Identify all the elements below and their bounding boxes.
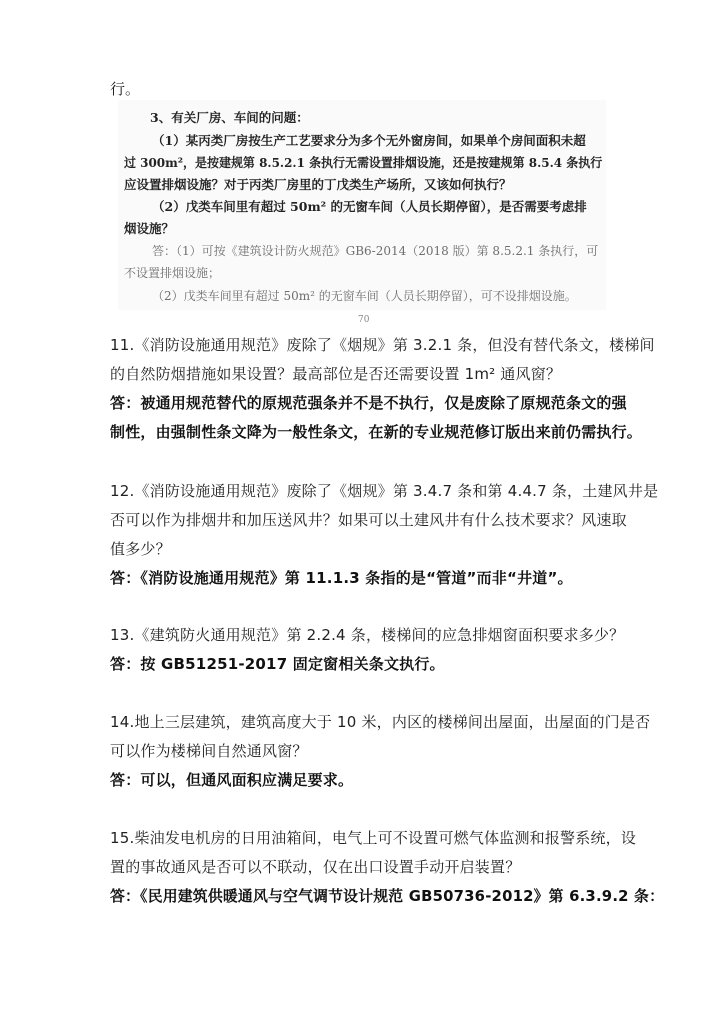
scanned-excerpt-image (118, 100, 606, 325)
scan-answer-line: （2）戊类车间里有超过 50m² 的无窗车间（人员长期停留），可不设排烟设施。 (152, 289, 577, 303)
question-14-line: 可以作为楼梯间自然通风窗？ (110, 742, 308, 760)
question-15-line: 15.柴油发电机房的日用油箱间，电气上可不设置可燃气体监测和报警系统，设 (110, 829, 637, 847)
scan-question-line: 过 300m²，是按建规第 8.5.2.1 条执行无需设置排烟设施，还是按建规第 8.5.4 条执行 (124, 155, 603, 170)
question-11-line: 11.《消防设施通用规范》废除了《烟规》第 3.2.1 条，但没有替代条文，楼梯间 (110, 336, 655, 354)
question-15-line: 置的事故通风是否可以不联动，仅在出口设置手动开启装置？ (110, 858, 521, 876)
answer-12-line: 答：《消防设施通用规范》第 11.1.3 条指的是“管道”而非“井道”。 (110, 569, 573, 587)
question-14-line: 14.地上三层建筑，建筑高度大于 10 米，内区的楼梯间出屋面，出屋面的门是否 (110, 713, 651, 731)
scan-question-line: （2）戊类车间里有超过 50m² 的无窗车间（人员长期停留），是否需要考虑排 (152, 199, 587, 214)
scan-question-line: 应设置排烟设施？对于丙类厂房里的丁戊类生产场所，又该如何执行？ (124, 177, 512, 192)
question-13-line: 13.《建筑防火通用规范》第 2.2.4 条，楼梯间的应急排烟窗面积要求多少？ (110, 626, 625, 644)
question-12-line: 12.《消防设施通用规范》废除了《烟规》第 3.4.7 条和第 4.4.7 条，土建风井是 (110, 482, 659, 500)
answer-11-line: 答：被通用规范替代的原规范强条并不是不执行，仅是废除了原规范条文的强 (110, 394, 627, 412)
scan-heading: 3、有关厂房、车间的问题： (150, 110, 309, 125)
scan-question-line: 烟设施？ (124, 221, 175, 236)
scan-answer-line: 答：（1）可按《建筑设计防火规范》GB6-2014（2018 版）第 8.5.2.1 条执行，可 (152, 244, 599, 258)
scan-question-line: （1）某丙类厂房按生产工艺要求分为多个无外窗房间，如果单个房间面积未超 (152, 133, 586, 148)
continuation-text: 行。 (110, 80, 141, 98)
scan-page-number: 70 (358, 315, 370, 325)
question-11-line: 的自然防烟措施如果设置？最高部位是否还需要设置 1m² 通风窗？ (110, 365, 562, 383)
question-12-line: 否可以作为排烟井和加压送风井？如果可以土建风井有什么技术要求？风速取 (110, 511, 627, 529)
answer-11-line: 制性，由强制性条文降为一般性条文，在新的专业规范修订版出来前仍需执行。 (110, 423, 643, 441)
answer-13-line: 答：按 GB51251-2017 固定窗相关条文执行。 (110, 655, 445, 673)
answer-15-line: 答：《民用建筑供暖通风与空气调节设计规范 GB50736-2012》第 6.3.9.2 条： (110, 887, 665, 905)
scan-answer-line: 不设置排烟设施； (124, 266, 221, 280)
answer-14-line: 答：可以，但通风面积应满足要求。 (110, 771, 354, 789)
question-12-line: 值多少？ (110, 540, 171, 558)
